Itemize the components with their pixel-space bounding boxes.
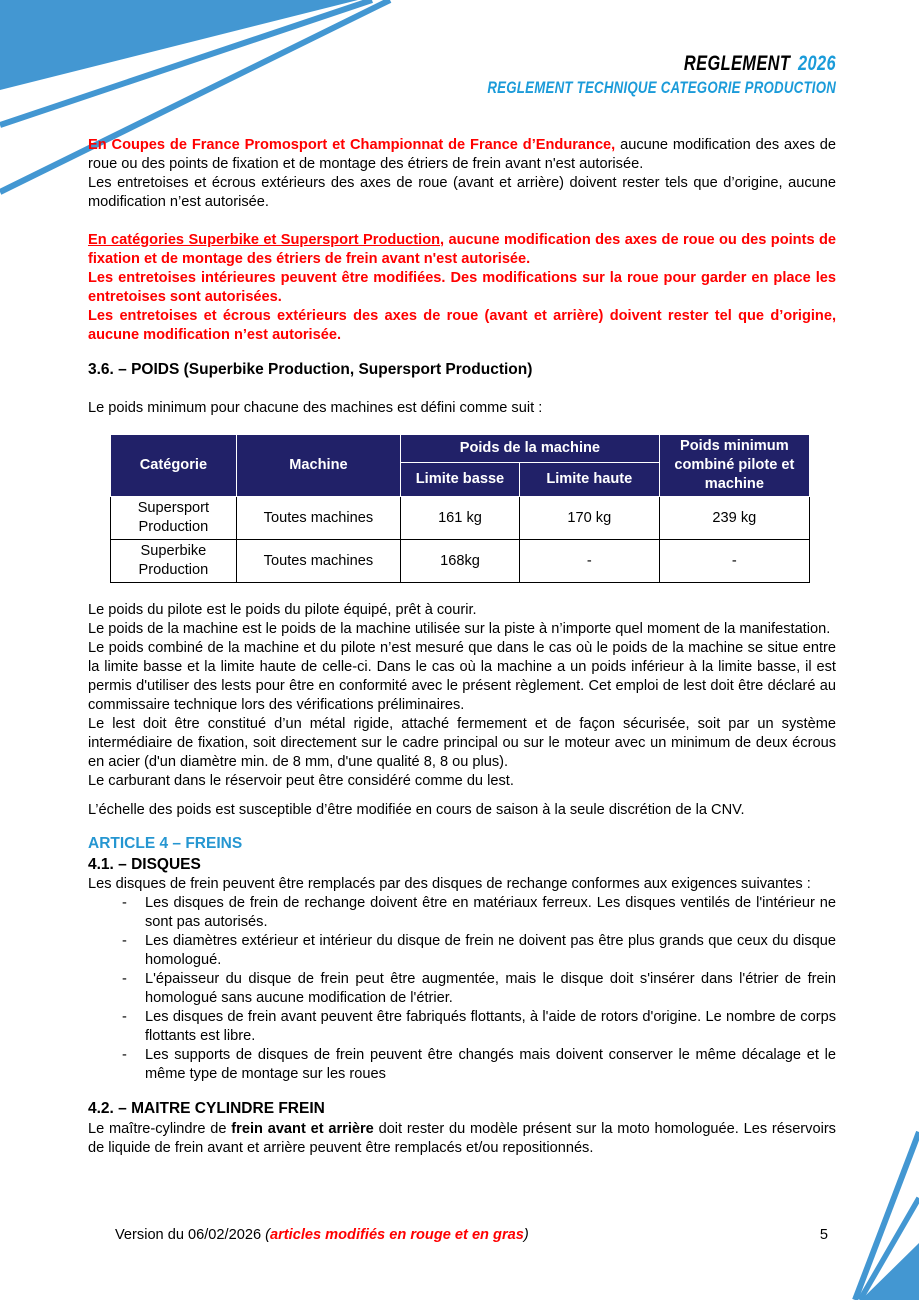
table-cell-machine: Toutes machines [236,540,400,583]
paragraph-poids-minimum-intro: Le poids minimum pour chacune des machines est défini comme suit : [88,400,543,416]
red-lead-text: En Coupes de France Promosport et Championnat de France d’Endurance, [88,137,616,153]
list-item-text: Les disques de frein avant peuvent être fabriqués flottants, à l'aide de rotors d'origine. Le nombre de corps flottants est libre. [145,1009,836,1044]
list-item-text: L'épaisseur du disque de frein peut être augmentée, mais le disque doit s'insérer dans l'étrier de frein homologué sans aucune modification de l'étrier. [145,971,836,1006]
column-header-machine: Machine [236,435,400,497]
dash-bullet-icon: - [122,1009,127,1025]
bold-inline-text: frein avant et arrière [231,1121,374,1137]
list-item [88,1008,836,1046]
weight-table [110,434,810,583]
column-header-categorie: Catégorie [111,435,237,497]
paragraph-carburant: Le carburant dans le réservoir peut être considéré comme du lest. [88,773,514,789]
list-item-text: Les disques de frein de rechange doivent être en matériaux ferreux. Les disques ventilés de l'intérieur ne sont pas autorisés. [145,895,836,930]
column-header-limite-haute: Limite haute [519,462,659,496]
list-item [88,970,836,1008]
paragraph-text: Le maître-cylindre de [88,1121,232,1137]
paragraph-categories-superbike [88,231,836,269]
table-row-superbike [111,540,810,583]
paragraph-poids-pilote: Le poids du pilote est le poids du pilote équipé, prêt à courir. [88,602,477,618]
column-header-poids-combine: Poids minimum combiné pilote et machine [659,435,809,497]
footer-paren-open: ( [265,1227,270,1243]
doc-title-name: REGLEMENT [683,52,791,75]
footer-modified-note: articles modifiés en rouge et en gras [270,1227,524,1243]
dash-bullet-icon: - [122,895,127,911]
list-item [88,894,836,932]
paragraph-echelle-poids: L’échelle des poids est susceptible d’être modifiée en cours de saison à la seule discrétion de la CNV. [88,802,745,818]
paragraph-poids-combine: Le poids combiné de la machine et du pilote n’est mesuré que dans le cas où le poids de la machine se situe entre la limite basse et la limite haute de celle-ci. Dans le cas où la machine a un poids inférieur à la limite basse, il est permis d'utiliser des lests pour être en conformité avec le présent règlement. Cet emploi de lest doit être déclaré au commissaire technique lors des vérifications préliminaires. [88,640,836,713]
paragraph-entretoises-exterieurs: Les entretoises et écrous extérieurs des axes de roue (avant et arrière) doivent rester tels que d’origine, aucune modification n’est autorisée. [88,175,836,210]
doc-title [684,52,836,76]
table-cell-limite-basse: 161 kg [401,497,520,540]
list-item-text: Les diamètres extérieur et intérieur du disque de frein ne doivent pas être plus grands que ceux du disque homologué. [145,933,836,968]
document-header [389,52,836,98]
column-header-limite-basse: Limite basse [401,462,520,496]
paragraph-lest: Le lest doit être constitué d’un métal rigide, attaché fermement et de façon sécurisée, soit par un système intermédiaire de fixation, soit directement sur le cadre principal ou sur le moteur avec un minimum de deux écrous en acier (d'un diamètre min. de 8 mm, d'une qualité 8, 8 ou plus). [88,716,836,770]
paragraph-coupes-promosport [88,136,836,174]
speed-stripes-bottom-icon [839,1110,919,1300]
paragraph-maitre-cylindre [88,1120,836,1158]
red-modified-block [88,231,836,345]
page-content [88,136,836,1158]
section-heading-4-1: 4.1. – DISQUES [88,856,201,873]
weight-table-header [111,435,810,497]
list-item [88,1046,836,1084]
article-4-heading: ARTICLE 4 – FREINS [88,835,243,852]
paragraph-entretoises-interieures: Les entretoises intérieures peuvent être modifiées. Des modifications sur la roue pour garder en place les entretoises sont autorisées. [88,270,836,305]
page-number: 5 [819,1227,828,1243]
paragraph-text: doit rester du modèle présent sur la moto homologuée. Les réservoirs de liquide de frein avant et arrière peuvent être remplacés et/ou repositionnés. [88,1121,836,1156]
paragraph-entretoises-ecrous: Les entretoises et écrous extérieurs des axes de roue (avant et arrière) doivent rester tel que d’origine, aucune modification n’est autorisée. [88,308,836,343]
footer-version [115,1227,835,1243]
table-cell-machine: Toutes machines [236,497,400,540]
list-item [88,932,836,970]
table-cell-limite-haute: - [519,540,659,583]
table-cell-category: Superbike Production [111,540,237,583]
dash-bullet-icon: - [122,971,127,987]
table-cell-combine: 239 kg [659,497,809,540]
dash-bullet-icon: - [122,1047,127,1063]
footer-paren-close: ) [523,1227,529,1243]
disques-bullet-list [88,894,836,1084]
weights-rules-block [88,601,836,791]
table-cell-limite-basse: 168kg [401,540,520,583]
column-header-poids-machine: Poids de la machine [401,435,660,463]
table-row-supersport [111,497,810,540]
list-item-text: Les supports de disques de frein peuvent être changés mais doivent conserver le même décalage et le même type de montage sur les roues [145,1047,836,1082]
paragraph-disques-intro: Les disques de frein peuvent être remplacés par des disques de rechange conformes aux exigences suivantes : [88,876,811,892]
table-cell-limite-haute: 170 kg [519,497,659,540]
table-cell-category: Supersport Production [111,497,237,540]
paragraph-text: , aucune modification des axes de roue ou des points de fixation et de montage des étriers de frein avant n'est autorisée. [88,232,836,267]
table-cell-combine: - [659,540,809,583]
paragraph-poids-machine: Le poids de la machine est le poids de la machine utilisée sur la piste à n’importe quel moment de la manifestation. [88,621,831,637]
section-heading-4-2: 4.2. – MAITRE CYLINDRE FREIN [88,1100,325,1117]
doc-title-year: 2026 [797,52,836,75]
footer-version-text: Version du 06/02/2026 [115,1227,266,1243]
section-heading-3-6: 3.6. – POIDS (Superbike Production, Supersport Production) [88,361,533,378]
underlined-lead-text: En catégories Superbike et Supersport Production [88,232,441,248]
doc-subtitle: REGLEMENT TECHNIQUE CATEGORIE PRODUCTION [487,78,836,97]
paragraph-text: aucune modification des axes de roue ou des points de fixation et de montage des étriers de frein avant n'est autorisée. [88,137,836,172]
dash-bullet-icon: - [122,933,127,949]
